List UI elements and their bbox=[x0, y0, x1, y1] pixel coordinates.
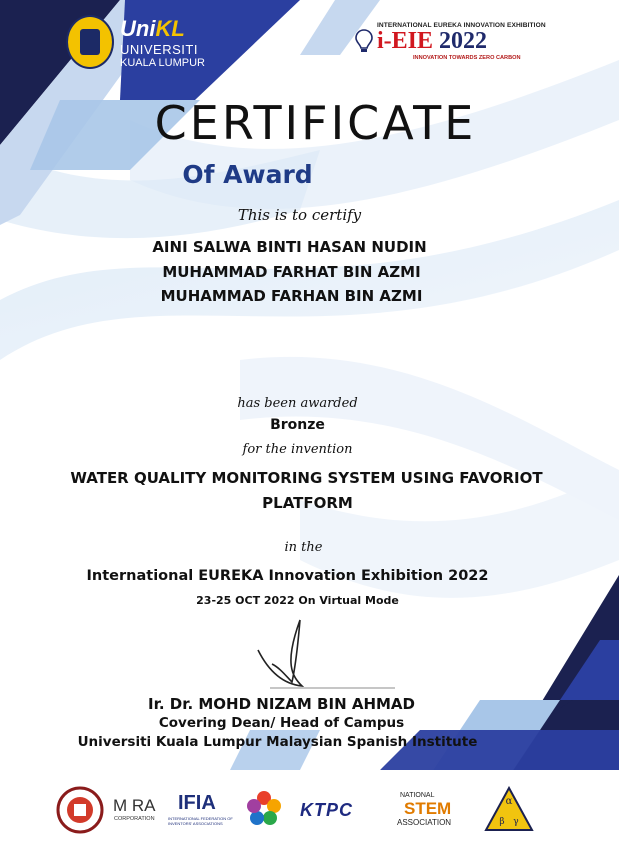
exhibition-tagline: INNOVATION TOWARDS ZERO CARBON bbox=[413, 55, 521, 61]
recipient-2: MUHAMMAD FARHAT BIN AZMI bbox=[162, 263, 421, 281]
certificate-subtitle: Of Award bbox=[182, 160, 313, 189]
sponsor-logos bbox=[0, 784, 619, 844]
event-date: 23-25 OCT 2022 On Virtual Mode bbox=[196, 594, 399, 607]
exhibition-name: i-EIE 2022 bbox=[377, 28, 488, 54]
svg-text:β: β bbox=[499, 817, 505, 827]
unikl-line2: KUALA LUMPUR bbox=[120, 57, 205, 69]
stem-bottom: ASSOCIATION bbox=[397, 818, 452, 827]
awarded-text: has been awarded bbox=[237, 396, 358, 411]
unikl-brand: UniKL bbox=[120, 16, 185, 41]
lightbulb-icon bbox=[355, 29, 373, 53]
institute-seal-icon bbox=[56, 786, 104, 834]
unikl-line1: UNIVERSITI bbox=[120, 42, 198, 57]
stem-main: STEM bbox=[404, 799, 452, 818]
invention-title-line2: PLATFORM bbox=[262, 494, 353, 512]
recipient-1: AINI SALWA BINTI HASAN NUDIN bbox=[152, 238, 427, 256]
ifia-sub: INTERNATIONAL FEDERATION OF INVENTORS' ASSOCIATIONS bbox=[168, 816, 233, 826]
svg-text:α: α bbox=[505, 796, 513, 807]
svg-text:γ: γ bbox=[513, 817, 519, 827]
signatory-institution: Universiti Kuala Lumpur Malaysian Spanish Institute bbox=[77, 734, 478, 750]
mara-sub: CORPORATION bbox=[114, 816, 155, 822]
exhibition-top-text: INTERNATIONAL EUREKA INNOVATION EXHIBITION bbox=[377, 22, 546, 29]
certificate-title: CERTIFICATE bbox=[154, 96, 477, 150]
invention-text: for the invention bbox=[242, 442, 353, 457]
certify-text: This is to certify bbox=[237, 206, 362, 224]
ifia-logo: IFIA bbox=[178, 792, 216, 814]
university-seal-icon bbox=[66, 15, 114, 69]
event-name: International EUREKA Innovation Exhibition 2022 bbox=[86, 568, 489, 584]
invention-title-line1: WATER QUALITY MONITORING SYSTEM USING FAVORIOT bbox=[70, 469, 543, 487]
award-level: Bronze bbox=[270, 417, 325, 433]
exhibition-logo bbox=[355, 22, 555, 72]
stem-top: NATIONAL bbox=[400, 792, 435, 799]
signatory-name: Ir. Dr. MOHD NIZAM BIN AHMAD bbox=[147, 695, 415, 713]
flower-logo-icon bbox=[244, 788, 284, 828]
unikl-logo bbox=[66, 12, 206, 76]
ktpc-logo: KTPC bbox=[300, 800, 353, 820]
mara-logo: M RA bbox=[113, 796, 156, 815]
in-the-text: in the bbox=[284, 540, 323, 555]
signatory-title: Covering Dean/ Head of Campus bbox=[158, 715, 405, 731]
recipient-3: MUHAMMAD FARHAN BIN AZMI bbox=[160, 287, 423, 305]
alpha-triangle-logo-icon bbox=[484, 786, 534, 832]
